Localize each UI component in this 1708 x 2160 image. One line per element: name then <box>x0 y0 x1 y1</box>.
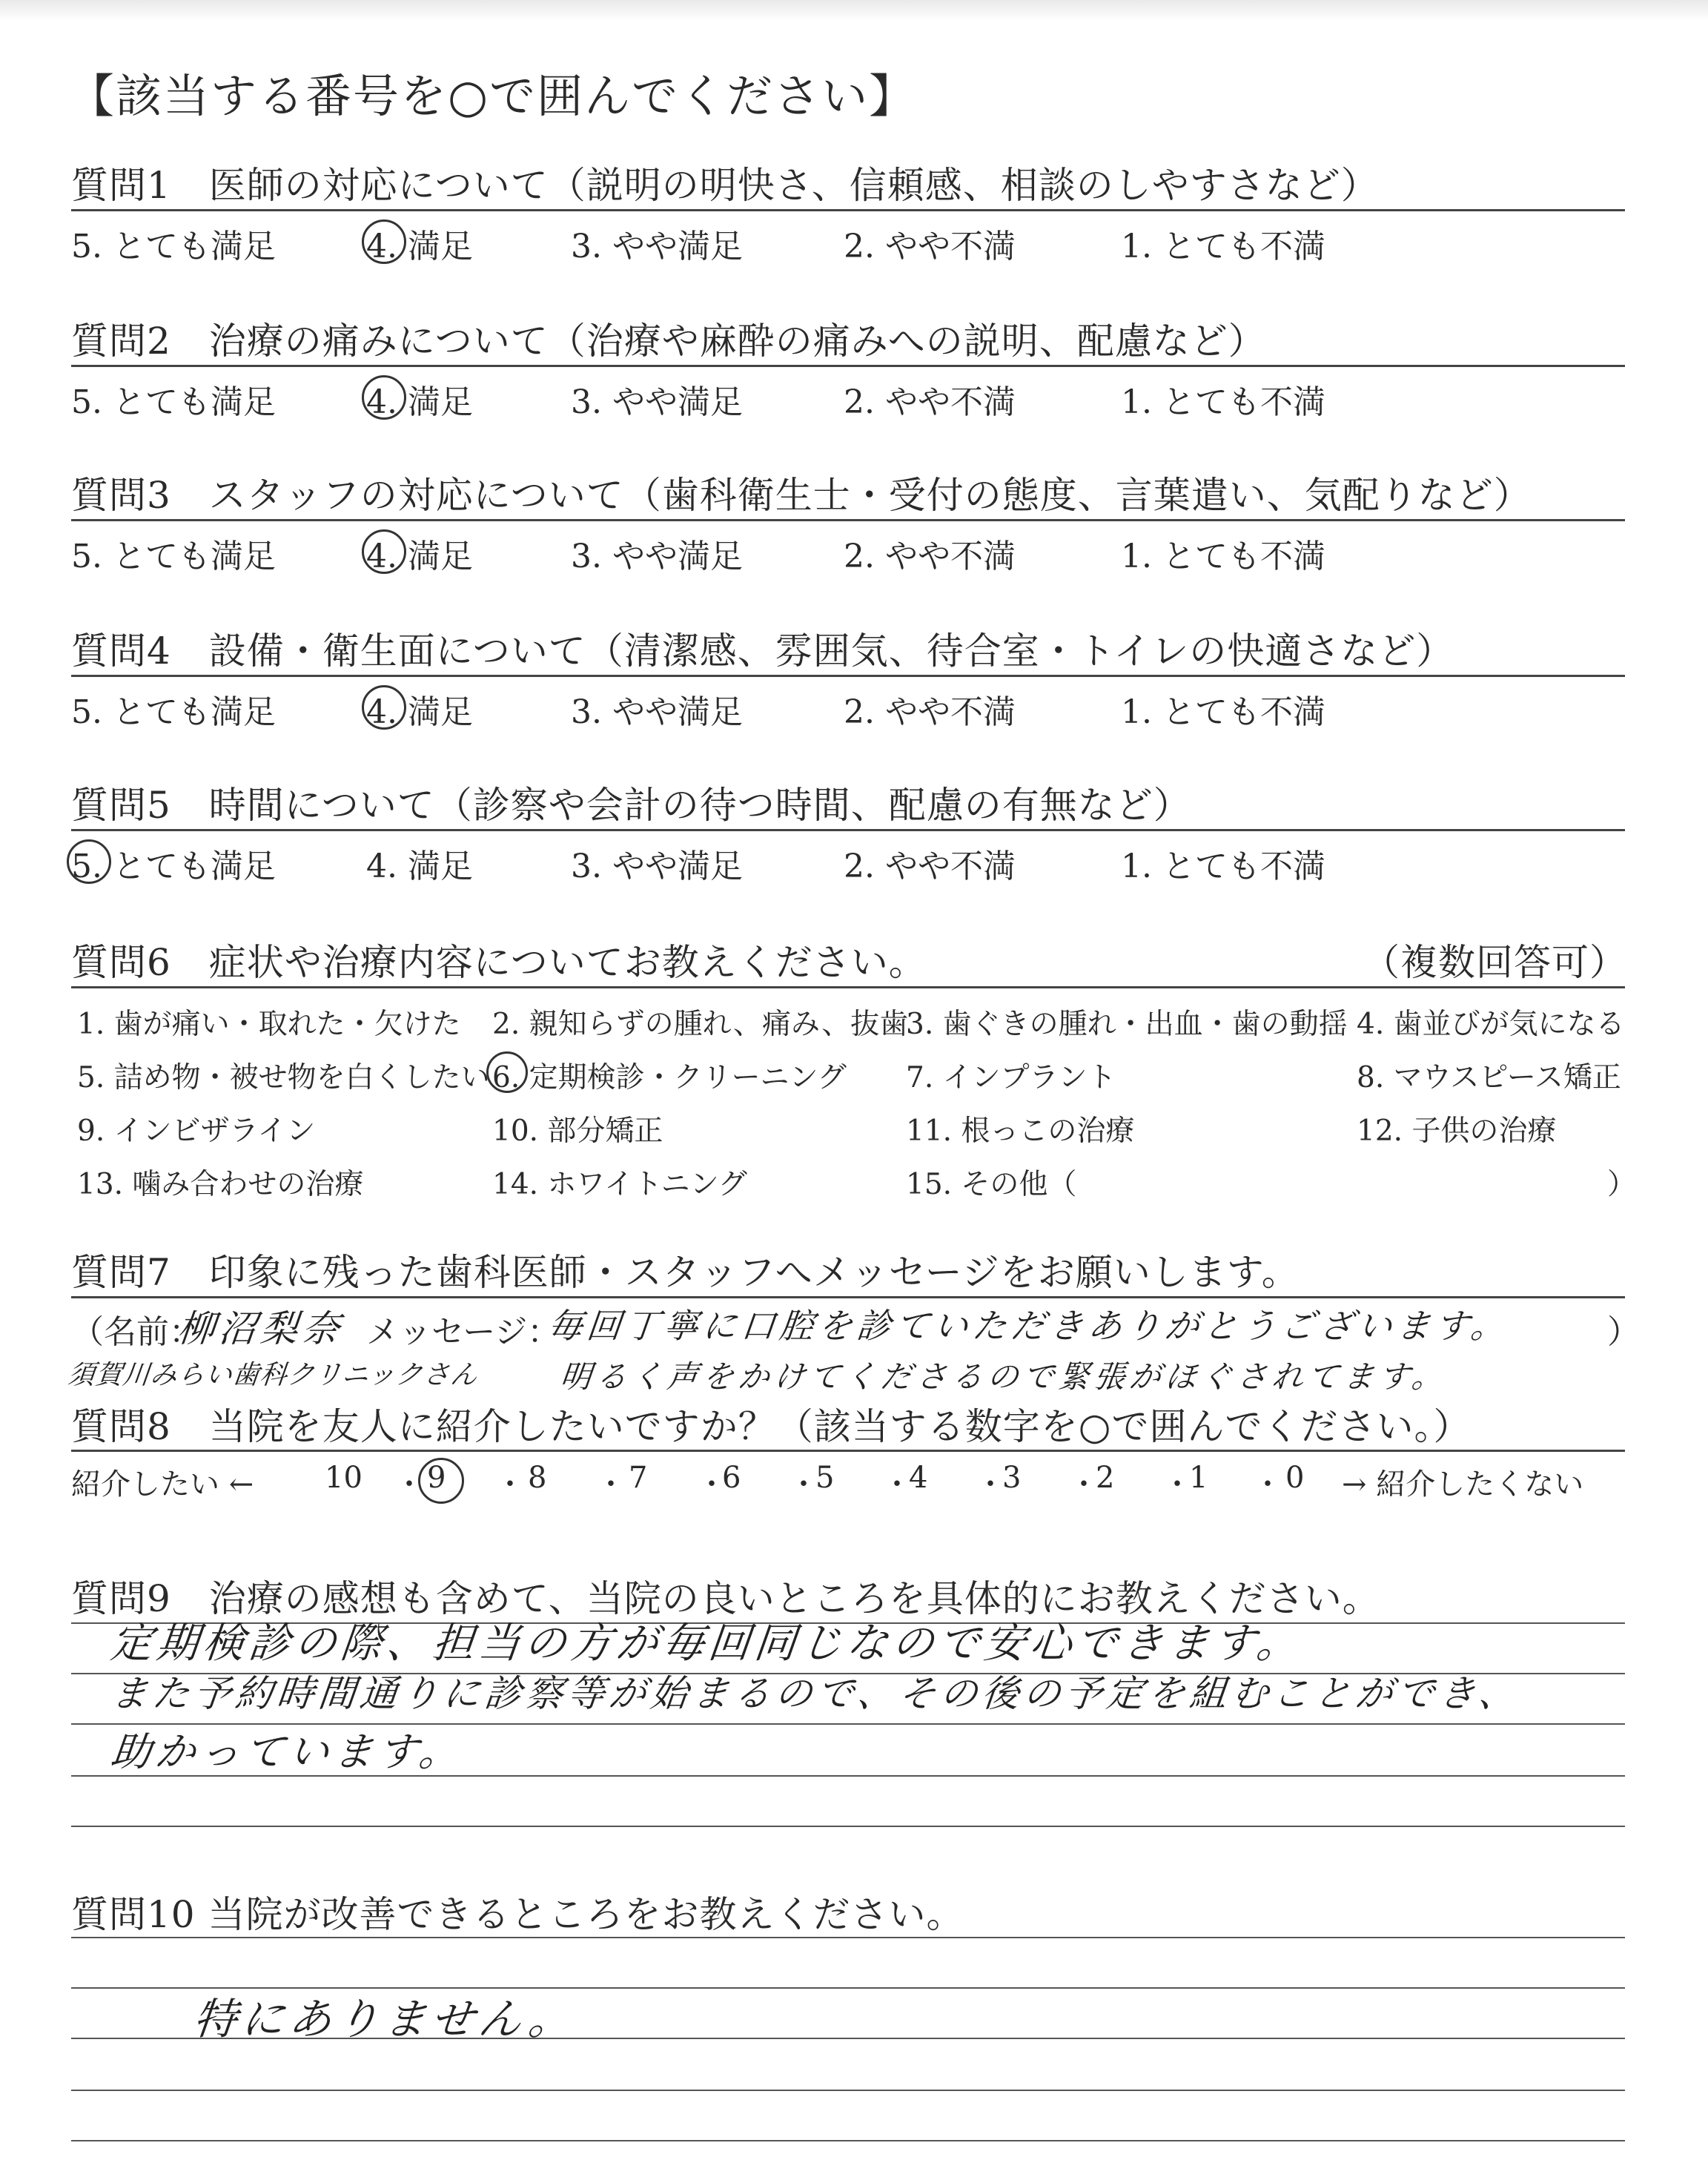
q5-option-1: 1. とても不満 <box>1121 848 1325 885</box>
q6-option-10: 10. 部分矯正 <box>492 1114 663 1148</box>
q4-option-3: 3. やや満足 <box>571 693 743 731</box>
q5-option-4: 4. 満足 <box>366 848 473 885</box>
q3-selected-circle <box>362 529 406 574</box>
q8-separator-dot-5: ・ <box>789 1467 818 1502</box>
q10-line-5 <box>71 2140 1625 2141</box>
q8-separator-dot-9: ・ <box>1162 1467 1192 1502</box>
q1-option-2: 2. やや不満 <box>844 228 1016 265</box>
q8-scale-10: 10 <box>325 1461 363 1495</box>
q4-underline <box>71 675 1625 677</box>
q6-note: （複数回答可） <box>1363 941 1627 984</box>
q8-left-label: 紹介したい ← <box>71 1467 254 1502</box>
q8-underline <box>71 1450 1625 1452</box>
q3-option-5: 5. とても満足 <box>71 538 276 575</box>
q3-option-4: 4. 満足 <box>366 538 473 575</box>
q7-name-handwritten: 柳沼梨奈 <box>175 1307 346 1350</box>
q8-scale-7: 7 <box>629 1461 648 1495</box>
q2-option-2: 2. やや不満 <box>844 383 1016 421</box>
q1-selected-circle <box>362 219 406 264</box>
q3-title: 質問3 スタッフの対応について（歯科衛生士・受付の態度、言葉遣い、気配りなど） <box>71 474 1532 517</box>
q8-scale-9: 9 <box>427 1461 446 1495</box>
q2-underline <box>71 365 1625 367</box>
q8-title: 質問8 当院を友人に紹介したいですか？（該当する数字を○で囲んでください。） <box>71 1405 1472 1448</box>
q6-option-8: 8. マウスピース矯正 <box>1357 1061 1621 1094</box>
q8-scale-0: 0 <box>1285 1461 1305 1495</box>
q8-separator-dot-8: ・ <box>1069 1467 1099 1502</box>
q2-title: 質問2 治療の痛みについて（治療や麻酔の痛みへの説明、配慮など） <box>71 320 1266 363</box>
q7-underline <box>71 1296 1625 1298</box>
q1-title: 質問1 医師の対応について（説明の明快さ、信頼感、相談のしやすさなど） <box>71 164 1379 207</box>
form-header: 【該当する番号を○で囲んでください】 <box>68 69 917 123</box>
q8-separator-dot-6: ・ <box>882 1467 912 1502</box>
q8-separator-dot-4: ・ <box>697 1467 726 1502</box>
q5-underline <box>71 829 1625 831</box>
q3-option-1: 1. とても不満 <box>1121 538 1325 575</box>
q8-scale-1: 1 <box>1189 1461 1208 1495</box>
q8-scale-8: 8 <box>528 1461 547 1495</box>
q8-separator-dot-2: ・ <box>495 1467 525 1502</box>
q6-underline <box>71 986 1625 988</box>
q8-scale-6: 6 <box>722 1461 741 1495</box>
q6-option-1: 1. 歯が痛い・取れた・欠けた <box>77 1008 461 1041</box>
q6-option-9: 9. インビザライン <box>77 1114 316 1148</box>
q6-option-3: 3. 歯ぐきの腫れ・出血・歯の動揺 <box>906 1008 1348 1041</box>
q2-option-1: 1. とても不満 <box>1121 383 1325 421</box>
q8-right-label: → 紹介したくない <box>1342 1467 1584 1502</box>
q8-separator-dot-1: ・ <box>394 1467 424 1502</box>
q8-scale-2: 2 <box>1096 1461 1115 1495</box>
q5-title: 質問5 時間について（診察や会計の待つ時間、配慮の有無など） <box>71 784 1191 827</box>
q8-scale-3: 3 <box>1002 1461 1022 1495</box>
q5-selected-circle <box>67 839 111 884</box>
q1-option-5: 5. とても満足 <box>71 228 276 265</box>
q2-selected-circle <box>362 375 406 420</box>
q7-name-label: （名前： <box>71 1313 202 1351</box>
q3-underline <box>71 519 1625 521</box>
q7-message-line2: 明るく声をかけてくださるので緊張がほぐされてます。 <box>558 1358 1449 1395</box>
q9-line-5 <box>71 1826 1625 1827</box>
q6-option-14: 14. ホワイトニング <box>492 1168 747 1201</box>
q10-title: 質問10 当院が改善できるところをお教えください。 <box>71 1893 964 1936</box>
q9-answer-line-2: また予約時間通りに診察等が始まるので、その後の予定を組むことができ、 <box>108 1672 1523 1715</box>
q6-option-5: 5. 詰め物・被せ物を白くしたい <box>77 1061 490 1094</box>
q4-option-2: 2. やや不満 <box>844 693 1016 731</box>
q4-option-4: 4. 満足 <box>366 693 473 731</box>
q3-option-2: 2. やや不満 <box>844 538 1016 575</box>
q2-option-5: 5. とても満足 <box>71 383 276 421</box>
scan-top-edge <box>0 0 1708 21</box>
q6-title: 質問6 症状や治療内容についてお教えください。 <box>71 941 927 984</box>
q8-selected-circle <box>418 1458 464 1504</box>
q7-close-paren: ） <box>1607 1313 1640 1351</box>
q4-title: 質問4 設備・衛生面について（清潔感、雰囲気、待合室・トイレの快適さなど） <box>71 630 1454 673</box>
q6-option-16: ） <box>1607 1168 1637 1201</box>
q7-title: 質問7 印象に残った歯科医師・スタッフへメッセージをお願いします。 <box>71 1251 1300 1294</box>
q6-option-6: 6. 定期検診・クリーニング <box>492 1061 847 1094</box>
q6-option-11: 11. 根っこの治療 <box>906 1114 1135 1148</box>
q1-option-1: 1. とても不満 <box>1121 228 1325 265</box>
q10-line-1 <box>71 1937 1625 1938</box>
q8-separator-dot-3: ・ <box>596 1467 626 1502</box>
q9-title: 質問9 治療の感想も含めて、当院の良いところを具体的にお教えください。 <box>71 1577 1380 1620</box>
q8-separator-dot-7: ・ <box>976 1467 1005 1502</box>
q4-option-1: 1. とても不満 <box>1121 693 1325 731</box>
q1-option-4: 4. 満足 <box>366 228 473 265</box>
q4-selected-circle <box>362 685 406 730</box>
q7-clinic-handwritten: 須賀川みらい歯科クリニックさん <box>66 1360 480 1390</box>
q3-option-3: 3. やや満足 <box>571 538 743 575</box>
q9-answer-line-1: 定期検診の際、担当の方が毎回同じなので安心できます。 <box>108 1619 1305 1668</box>
q1-option-3: 3. やや満足 <box>571 228 743 265</box>
q6-option-2: 2. 親知らずの腫れ、痛み、抜歯 <box>492 1008 909 1041</box>
q2-option-4: 4. 満足 <box>366 383 473 421</box>
q9-answer-line-3: 助かっています。 <box>108 1728 466 1775</box>
q8-separator-dot-10: ・ <box>1253 1467 1282 1502</box>
q10-line-4 <box>71 2090 1625 2091</box>
q2-option-3: 3. やや満足 <box>571 383 743 421</box>
q5-option-5: 5. とても満足 <box>71 848 276 885</box>
q8-scale-5: 5 <box>815 1461 835 1495</box>
q5-option-2: 2. やや不満 <box>844 848 1016 885</box>
q5-option-3: 3. やや満足 <box>571 848 743 885</box>
q7-message-line1: 毎回丁寧に口腔を診ていただきありがとうございます。 <box>546 1306 1512 1346</box>
q10-answer-handwritten: 特にありません。 <box>191 1994 579 2044</box>
q6-option-13: 13. 噛み合わせの治療 <box>77 1168 364 1201</box>
q1-underline <box>71 209 1625 211</box>
q4-option-5: 5. とても満足 <box>71 693 276 731</box>
q6-option-4: 4. 歯並びが気になる <box>1357 1008 1625 1041</box>
q6-option-12: 12. 子供の治療 <box>1357 1114 1557 1148</box>
q6-option-7: 7. インプラント <box>906 1061 1116 1094</box>
q6-option-15: 15. その他（ <box>906 1168 1077 1201</box>
q8-scale-4: 4 <box>909 1461 928 1495</box>
q7-message-label: メッセージ： <box>366 1313 560 1351</box>
q6-selected-circle <box>486 1051 528 1093</box>
